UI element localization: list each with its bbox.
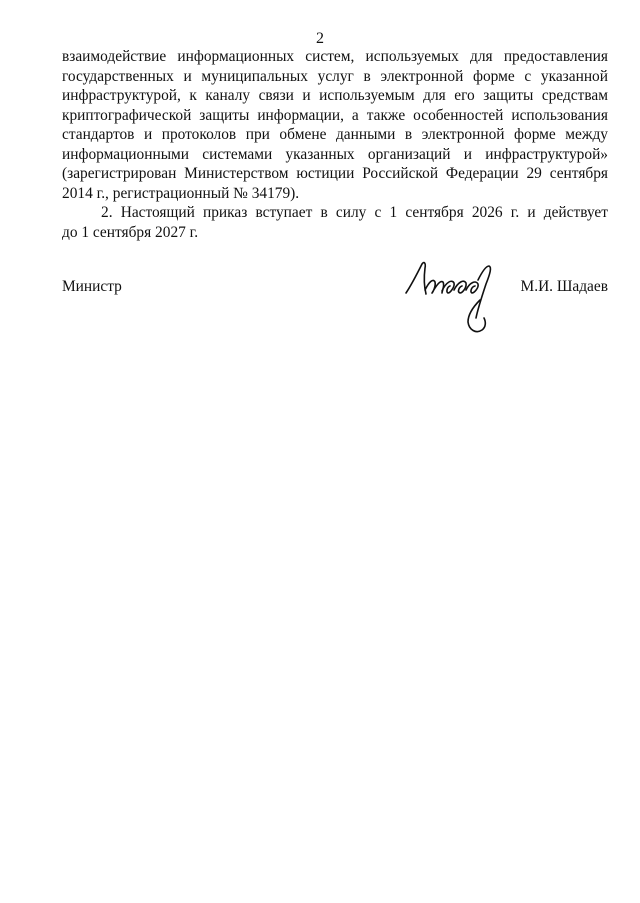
document-body [62, 47, 608, 242]
body-line-8: 2014 г., регистрационный № 34179). [62, 184, 300, 202]
page-number: 2 [316, 30, 324, 47]
body-line-1: взаимодействие информационных систем, используемых для предоставления [62, 48, 608, 65]
signer-name: М.И. Шадаев [520, 278, 608, 295]
handwritten-signature [402, 260, 512, 342]
body-line-4: криптографической защиты информации, а также особенностей использования [62, 106, 608, 124]
signature-block [62, 260, 608, 350]
body-line-7: (зарегистрирован Министерством юстиции Российской Федерации 29 сентября [62, 165, 608, 182]
signer-position: Министр [62, 278, 122, 295]
body-line-10: до 1 сентября 2027 г. [62, 223, 199, 241]
body-line-9: 2. Настоящий приказ вступает в силу с 1 сентября 2026 г. и действует [101, 204, 608, 221]
body-line-5: стандартов и протоколов при обмене данными в электронной форме между [62, 126, 608, 143]
body-line-2: государственных и муниципальных услуг в электронной форме с указанной [62, 67, 608, 85]
body-line-3: инфраструктурой, к каналу связи и используемым для его защиты средствам [62, 87, 608, 104]
body-line-6: информационными системами указанных организаций и инфраструктурой» [62, 145, 608, 163]
